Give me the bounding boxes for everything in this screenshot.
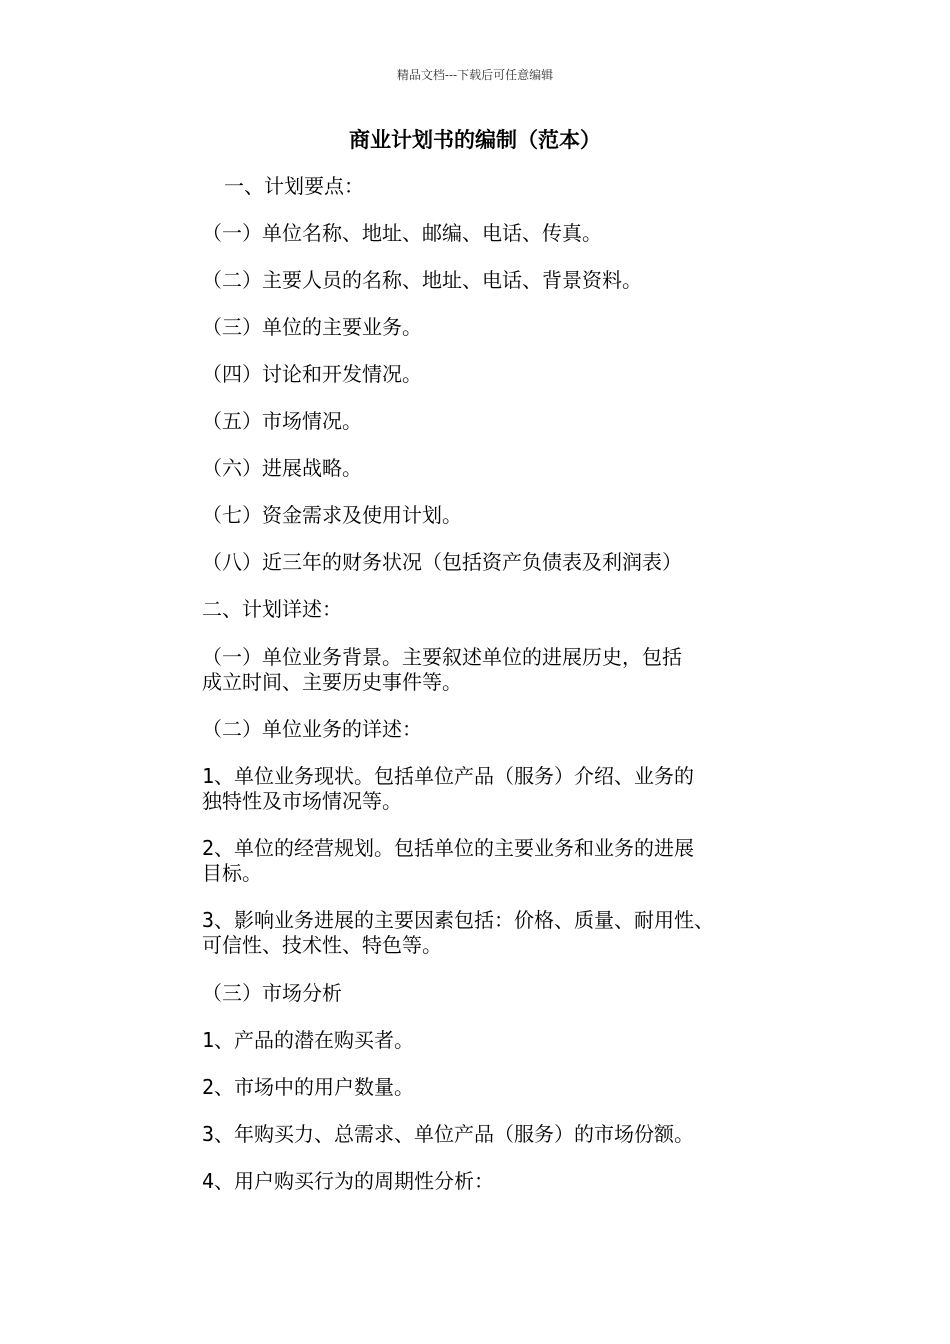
market-item-2: 2、市场中的用户数量。	[202, 1075, 415, 1099]
business-planning-line2: 目标。	[202, 861, 262, 885]
business-factors-line2: 可信性、技术性、特色等。	[202, 933, 442, 957]
plan-point-7: （七）资金需求及使用计划。	[202, 503, 462, 527]
plan-point-6: （六）进展战略。	[202, 456, 362, 480]
section-heading-plan-points: 一、计划要点：	[224, 174, 364, 198]
business-planning-line1: 2、单位的经营规划。包括单位的主要业务和业务的进展	[202, 836, 695, 860]
market-item-1: 1、产品的潜在购买者。	[202, 1028, 415, 1052]
plan-point-2: （二）主要人员的名称、地址、电话、背景资料。	[202, 268, 642, 292]
business-status-line1: 1、单位业务现状。包括单位产品（服务）介绍、业务的	[202, 764, 695, 788]
business-background-line1: （一）单位业务背景。主要叙述单位的进展历史，包括	[202, 645, 682, 669]
business-background-line2: 成立时间、主要历史事件等。	[202, 670, 462, 694]
plan-point-8: （八）近三年的财务状况（包括资产负债表及利润表）	[202, 550, 682, 574]
plan-point-4: （四）讨论和开发情况。	[202, 362, 422, 386]
business-status-line2: 独特性及市场情况等。	[202, 789, 402, 813]
page-header: 精品文档---下载后可任意编辑	[396, 68, 554, 82]
business-detail-heading: （二）单位业务的详述：	[202, 717, 422, 741]
plan-point-5: （五）市场情况。	[202, 409, 362, 433]
plan-point-3: （三）单位的主要业务。	[202, 315, 422, 339]
market-item-4: 4、用户购买行为的周期性分析：	[202, 1169, 495, 1193]
plan-point-1: （一）单位名称、地址、邮编、电话、传真。	[202, 221, 602, 245]
document-title: 商业计划书的编制（范本）	[349, 128, 601, 152]
market-analysis-heading: （三）市场分析	[202, 981, 342, 1005]
business-factors-line1: 3、影响业务进展的主要因素包括：价格、质量、耐用性、	[202, 908, 715, 932]
section-heading-plan-details: 二、计划详述：	[202, 597, 342, 621]
market-item-3: 3、年购买力、总需求、单位产品（服务）的市场份额。	[202, 1122, 695, 1146]
